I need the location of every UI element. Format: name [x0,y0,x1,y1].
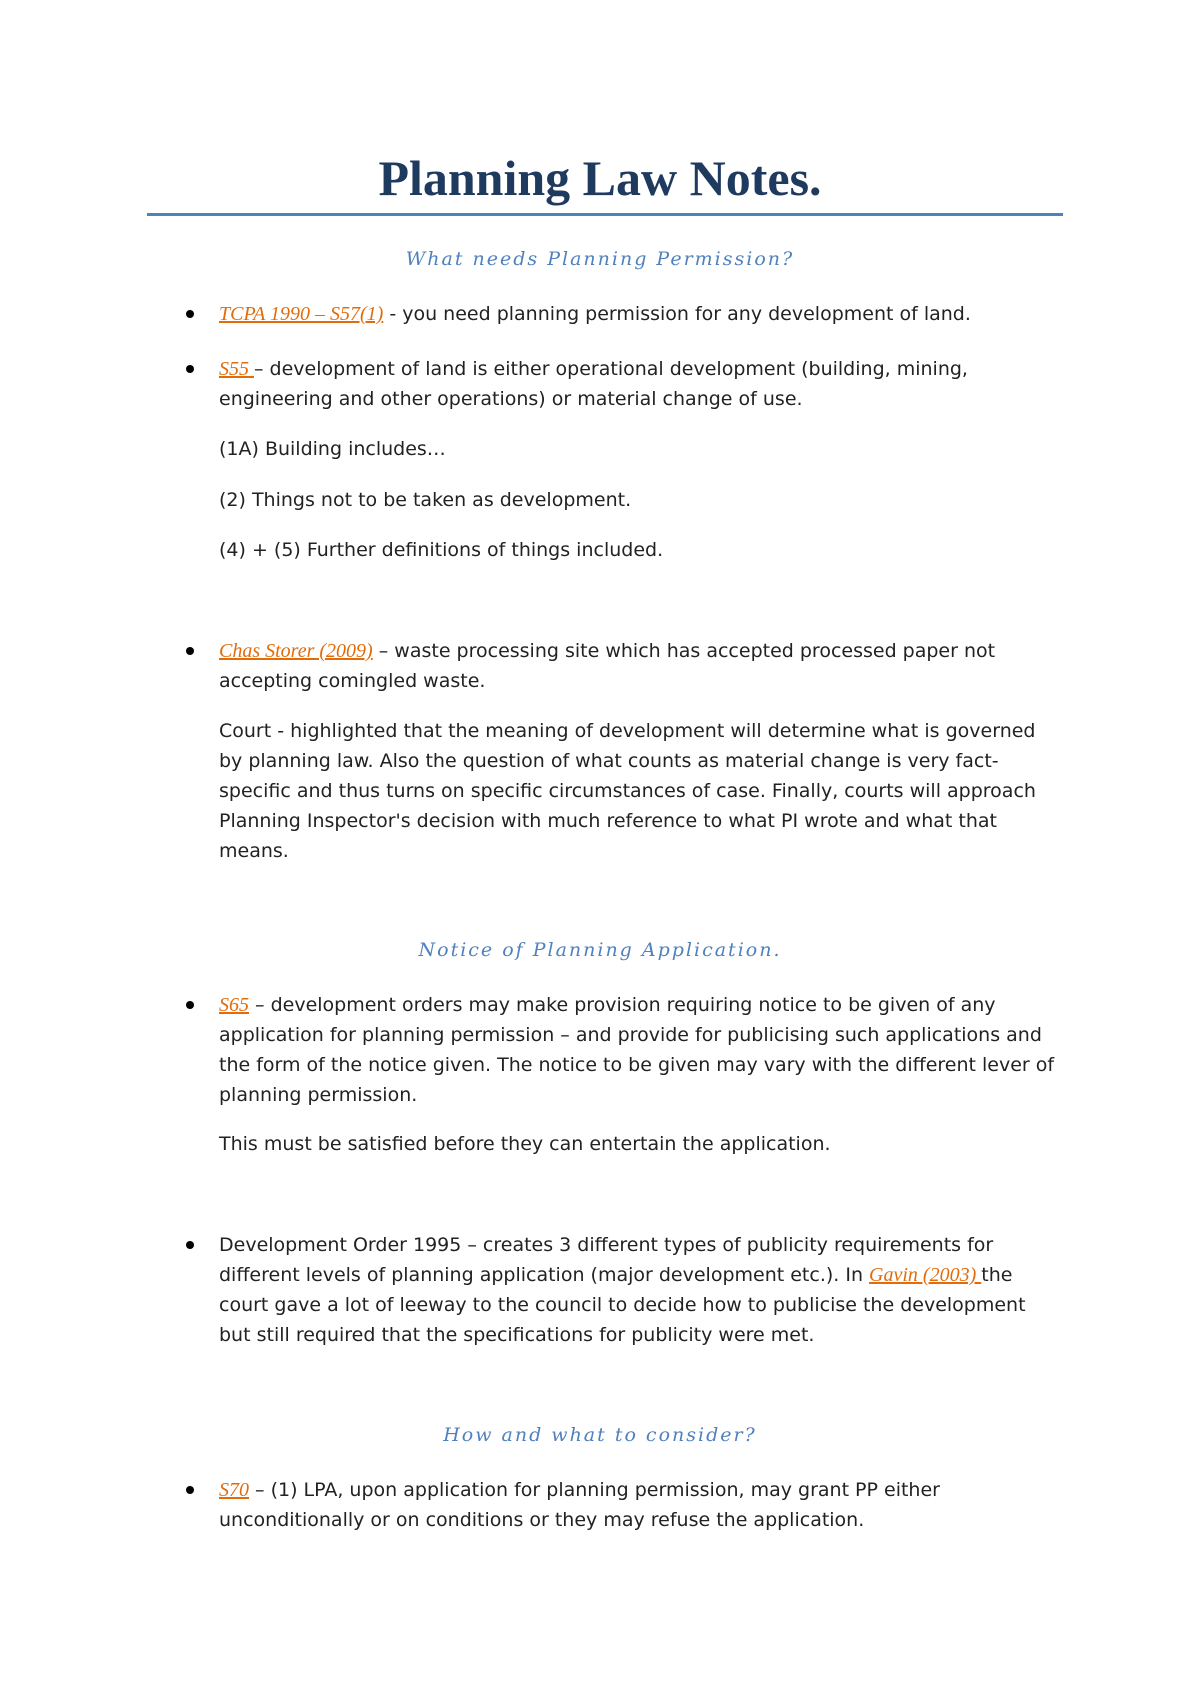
item-text: – development of land is either operational development (building, mining, engineering and other operations) or material change of use. [219,358,968,410]
bullet-icon [186,1001,194,1009]
sub-paragraph: Court - highlighted that the meaning of development will determine what is governed by planning law. Also the question of what counts as material change is very fact-specific and thus turns on specific circumstances of case. Finally, courts will approach Planning Inspector's decision with much reference to what PI wrote and what that means. [219,720,1036,862]
statute-reference-link[interactable]: S65 [219,994,249,1016]
item-text: - you need planning permission for any development of land. [383,303,971,325]
item-text: – development orders may make provision requiring notice to be given of any application for planning permission – and provide for publicising such applications and the form of the notice given. The notice to be given may vary with the different lever of planning permission. [219,994,1055,1106]
section-heading: How and what to consider? [443,1424,757,1446]
item-text: – (1) LPA, upon application for planning permission, may grant PP either unconditionally or on conditions or they may refuse the application. [219,1479,940,1531]
bullet-icon [186,310,194,318]
sub-paragraph: This must be satisfied before they can entertain the application. [219,1133,831,1155]
case-reference-link[interactable]: Gavin (2003) [869,1264,982,1286]
bullet-icon [186,1486,194,1494]
list-item [219,636,1059,696]
title-underline [147,213,1063,216]
list-item [219,1230,1059,1350]
list-item [219,299,1059,329]
sub-paragraph: (4) + (5) Further definitions of things included. [219,539,664,561]
section-heading: What needs Planning Permission? [405,248,795,270]
document-title: Planning Law Notes. [378,150,822,206]
item-text: – waste processing site which has accepted processed paper not accepting comingled waste. [219,640,996,692]
statute-reference-link[interactable]: TCPA 1990 – S57(1) [219,303,384,325]
item-text: the court gave a lot of leeway to the council to decide how to publicise the development but still required that the specifications for publicity were met. [219,1264,1026,1346]
section-heading: Notice of Planning Application. [418,939,782,961]
item-text: Development Order 1995 – creates 3 different types of publicity requirements for different levels of planning application (major development etc.). In [219,1234,994,1286]
bullet-icon [186,1241,194,1249]
statute-reference-link[interactable]: S55 [219,358,254,380]
statute-reference-link[interactable]: S70 [219,1479,249,1501]
sub-paragraph: (2) Things not to be taken as development. [219,489,632,511]
bullet-icon [186,647,194,655]
case-reference-link[interactable]: Chas Storer (2009) [219,640,373,662]
list-item [219,990,1059,1110]
list-item [219,354,1059,414]
list-item [219,1475,1059,1535]
bullet-icon [186,365,194,373]
sub-paragraph: (1A) Building includes… [219,438,446,460]
